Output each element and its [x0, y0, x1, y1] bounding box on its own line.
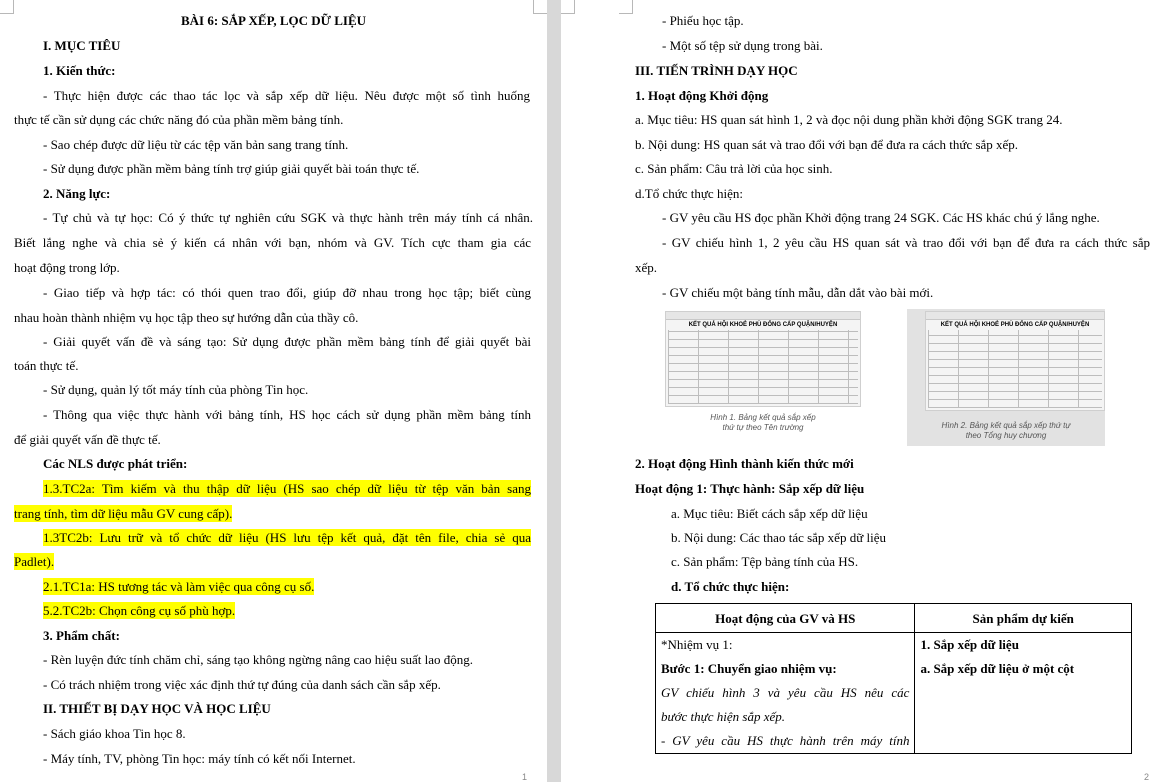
cell-line: 1. Sắp xếp dữ liệu [920, 637, 1019, 652]
paragraph-line: - Một số tệp sử dụng trong bài. [662, 38, 823, 53]
section-heading: III. TIẾN TRÌNH DẠY HỌC [635, 63, 798, 78]
highlighted-line: trang tính, tìm dữ liệu mẫu GV cung cấp). [14, 506, 233, 521]
cell-line: - GV yêu cầu HS thực hành trên máy tính [661, 733, 910, 748]
paragraph-line: - Giải quyết vấn đề và sáng tạo: Sử dụng được phần mềm bảng tính để giải quyết bài [43, 334, 531, 349]
spreadsheet-image [925, 311, 1105, 411]
paragraph-line: nhau hoàn thành nhiệm vụ học tập theo sự hướng dẫn của thầy cô. [14, 310, 359, 325]
subsection-heading: 3. Phẩm chất: [43, 628, 120, 643]
spreadsheet-image [665, 311, 861, 407]
document-page-2 [561, 0, 1157, 782]
page-number: 1 [522, 772, 528, 782]
paragraph-line: - Phiếu học tập. [662, 13, 744, 28]
highlighted-line: 5.2.TC2b: Chọn công cụ số phù hợp. [43, 603, 236, 618]
page-number: 2 [1144, 772, 1150, 782]
paragraph-line: c. Sản phẩm: Câu trả lời của học sinh. [635, 161, 833, 176]
paragraph-line: - Có trách nhiệm trong việc xác định thứ tự đúng của danh sách cần sắp xếp. [43, 677, 441, 692]
crop-mark [619, 0, 633, 14]
paragraph-line: - Sử dụng được phần mềm bảng tính trợ giúp giải quyết bài toán thực tế. [43, 161, 420, 176]
subsection-heading: Các NLS được phát triển: [43, 456, 188, 471]
document-page-1 [0, 0, 547, 782]
section-heading: I. MỤC TIÊU [43, 38, 121, 53]
crop-mark [561, 0, 575, 14]
paragraph-line: - Thông qua việc thực hành với bảng tính, HS học cách sử dụng phần mềm bảng tính [43, 407, 531, 422]
paragraph-line: - Thực hiện được các thao tác lọc và sắp xếp dữ liệu. Nêu được một số tình huống [43, 88, 530, 103]
figure-1 [665, 311, 861, 439]
paragraph-line: a. Mục tiêu: HS quan sát hình 1, 2 và đọc nội dung phần khởi động SGK trang 24. [635, 112, 1063, 127]
cell-line: GV chiếu hình 3 và yêu cầu HS nêu các [661, 685, 910, 700]
paragraph-line: - Sao chép được dữ liệu từ các tệp văn bản sang trang tính. [43, 137, 349, 152]
paragraph-line: - GV chiếu một bảng tính mẫu, dẫn dắt vào bài mới. [662, 285, 934, 300]
paragraph-line: - GV chiếu hình 1, 2 yêu cầu HS quan sát và trao đổi với bạn để đưa ra cách thức sắp [662, 235, 1150, 250]
paragraph-line: b. Nội dung: HS quan sát và trao đổi với bạn để đưa ra cách thức sắp xếp. [635, 137, 1019, 152]
table-cell [656, 633, 915, 754]
table-header: Sản phẩm dự kiến [915, 604, 1132, 633]
subsection-heading: 2. Hoạt động Hình thành kiến thức mới [635, 456, 854, 471]
paragraph-line: - Tự chủ và tự học: Có ý thức tự nghiên cứu SGK và thực hành trên máy tính cá nhân. [43, 210, 533, 225]
paragraph-line: - Máy tính, TV, phòng Tin học: máy tính có kết nối Internet. [43, 751, 356, 766]
figure-caption: theo Tổng huy chương [965, 431, 1047, 440]
paragraph-line: - GV yêu cầu HS đọc phần Khởi động trang 24 SGK. Các HS khác chú ý lắng nghe. [662, 210, 1100, 225]
sheet-title: KẾT QUẢ HỘI KHOẺ PHÙ ĐỔNG CẤP QUẬN/HUYỆN [688, 322, 838, 328]
highlighted-line: 2.1.TC1a: HS tương tác và làm việc qua công cụ số. [43, 579, 315, 594]
sheet-title: KẾT QUẢ HỘI KHOẺ PHÙ ĐỔNG CẤP QUẬN/HUYỆN [940, 322, 1090, 328]
subsection-heading: d. Tổ chức thực hiện: [671, 579, 790, 594]
cell-line: Bước 1: Chuyển giao nhiệm vụ: [661, 661, 837, 676]
subsection-heading: 2. Năng lực: [43, 186, 111, 201]
subsection-heading: Hoạt động 1: Thực hành: Sắp xếp dữ liệu [635, 481, 865, 496]
table-header: Hoạt động của GV và HS [656, 604, 915, 633]
paragraph-line: - Giao tiếp và hợp tác: có thói quen trao đổi, giúp đỡ nhau trong học tập; biết cùng [43, 285, 531, 300]
subsection-heading: 1. Kiến thức: [43, 63, 116, 78]
cell-line: *Nhiệm vụ 1: [661, 637, 733, 652]
highlighted-line: 1.3TC2b: Lưu trữ và tổ chức dữ liệu (HS lưu tệp kết quả, đặt tên file, chia sẻ qua [43, 530, 531, 545]
table-cell [915, 633, 1132, 754]
paragraph-line: hoạt động trong lớp. [14, 260, 120, 275]
section-heading: II. THIẾT BỊ DẠY HỌC VÀ HỌC LIỆU [43, 701, 271, 716]
paragraph-line: a. Mục tiêu: Biết cách sắp xếp dữ liệu [671, 506, 868, 521]
paragraph-line: c. Sản phẩm: Tệp bảng tính của HS. [671, 554, 859, 569]
figure-2 [907, 309, 1105, 446]
lesson-title: BÀI 6: SẮP XẾP, LỌC DỮ LIỆU [180, 13, 367, 28]
cell-line: bước thực hiện sắp xếp. [661, 709, 786, 724]
paragraph-line: để giải quyết vấn đề thực tế. [14, 432, 161, 447]
highlighted-line: 1.3.TC2a: Tìm kiếm và thu thập dữ liệu (HS sao chép dữ liệu từ tệp văn bản sang [43, 481, 531, 496]
paragraph-line: - Sử dụng, quản lý tốt máy tính của phòng Tin học. [43, 382, 309, 397]
activity-table [655, 603, 1132, 754]
figure-caption: Hình 2. Bảng kết quả sắp xếp thứ tự [941, 421, 1071, 430]
highlighted-line: Padlet). [14, 554, 55, 569]
paragraph-line: b. Nội dung: Các thao tác sắp xếp dữ liệu [671, 530, 886, 545]
figure-caption: Hình 1. Bảng kết quả sắp xếp [710, 413, 816, 422]
subsection-heading: 1. Hoạt động Khởi động [635, 88, 769, 103]
cell-line: a. Sắp xếp dữ liệu ở một cột [920, 661, 1075, 676]
paragraph-line: xếp. [635, 260, 658, 275]
paragraph-line: thực tế cần sử dụng các chức năng đó của phần mềm bảng tính. [14, 112, 344, 127]
paragraph-line: toán thực tế. [14, 358, 79, 373]
paragraph-line: Biết lắng nghe và chia sẻ ý kiến cá nhân với bạn, nhóm và GV. Tích cực tham gia các [14, 235, 531, 250]
paragraph-line: d.Tổ chức thực hiện: [635, 186, 743, 201]
paragraph-line: - Rèn luyện đức tính chăm chỉ, sáng tạo không ngừng nâng cao hiệu suất lao động. [43, 652, 473, 667]
paragraph-line: - Sách giáo khoa Tin học 8. [43, 726, 186, 741]
figure-caption: thứ tự theo Tên trường [722, 423, 804, 432]
